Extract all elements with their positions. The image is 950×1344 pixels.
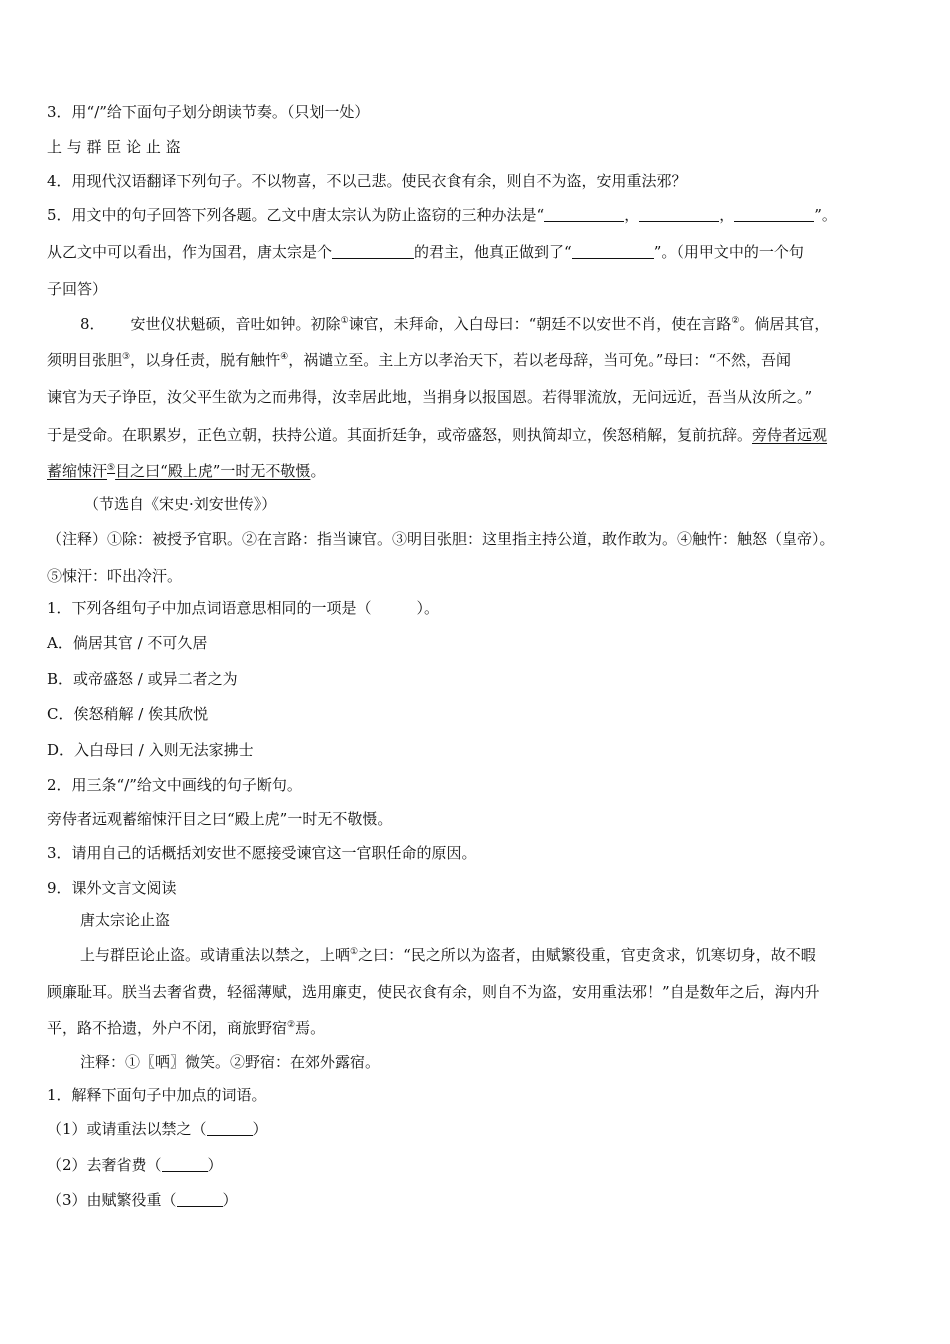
option-a[interactable]: A．倘居其官 / 不可久居	[47, 634, 208, 652]
comma: ，	[719, 206, 735, 224]
footnote-marker: ③	[122, 352, 131, 362]
underlined-sentence: 旁侍者远观	[752, 426, 828, 444]
passage-8-notes: （注释）①除：被授予官职。②在言路：指当谏官。③明目张胆：这里指主持公道，敢作敢为。④触忤：触怒（皇帝）。	[47, 530, 835, 548]
question-5-text: ”。（用甲文中的一个句	[653, 243, 804, 261]
passage-9-line-3: 平，路不拾遗，外户不闭，商旅野宿②焉。	[47, 1019, 326, 1037]
passage-8-line-2: 须明目张胆③，以身任责，脱有触忤④，祸谴立至。主上方以孝治天下，若以老母辞，当可免。”母曰：“不然，吾闻	[47, 351, 792, 369]
passage-8-line-3: 谏官为天子诤臣，汝父平生欲为之而弗得，汝幸居此地，当捐身以报国恩。若得罪流放，无问远近，吾当从汝所之。”	[47, 388, 813, 406]
option-c[interactable]: C．俟怒稍解 / 俟其欣悦	[47, 705, 209, 723]
underlined-sentence: 蓄缩悚汗	[47, 462, 108, 480]
passage-8-notes: ⑤悚汗：吓出冷汗。	[47, 567, 183, 585]
question-5-line-3: 子回答）	[47, 280, 108, 298]
underlined-sentence: 目之曰“殿上虎”一时无不敬慑	[115, 462, 311, 480]
question-5-text: 5．用文中的句子回答下列各题。乙文中唐太宗认为防止盗窃的三种办法是“	[47, 206, 545, 224]
answer-blank[interactable]	[207, 1120, 253, 1136]
passage-9-heading: 9．课外文言文阅读	[47, 879, 177, 897]
question-number: 8．	[80, 315, 105, 333]
question-3-sentence: 上 与 群 臣 论 止 盗	[47, 138, 181, 156]
passage-8-source: （节选自《宋史·刘安世传》）	[84, 495, 277, 513]
passage-9-line-1: 上与群臣论止盗。或请重法以禁之，上哂①之曰：“民之所以为盗者，由赋繁役重，官吏贪求，饥寒切身，故不暇	[80, 946, 816, 964]
question-5-line-2	[47, 242, 804, 262]
option-d[interactable]: D．入白母曰 / 入则无法家拂士	[47, 741, 254, 759]
footnote-marker: ②	[287, 1020, 296, 1030]
footnote-marker: ①	[340, 316, 349, 326]
passage-8-question-2: 2．用三条“/”给文中画线的句子断句。	[47, 776, 302, 794]
passage-8-question-2-sentence: 旁侍者远观蓄缩悚汗目之曰“殿上虎”一时无不敬慑。	[47, 810, 393, 828]
passage-9-line-2: 顾廉耻耳。朕当去奢省费，轻徭薄赋，选用廉吏，使民衣食有余，则自不为盗，安用重法邪！”自是数年之后，海内升	[47, 983, 820, 1001]
answer-blank[interactable]	[572, 243, 654, 259]
quote-end: ”。	[814, 206, 837, 224]
question-4-prompt: 4．用现代汉语翻译下列句子。不以物喜，不以己悲。使民衣食有余，则自不为盗，安用重法邪？	[47, 172, 687, 190]
passage-9-question-1: 1．解释下面句子中加点的词语。	[47, 1086, 267, 1104]
question-5-text: 的君主，他真正做到了“	[414, 243, 572, 261]
passage-9-title: 唐太宗论止盗	[80, 911, 171, 929]
footnote-marker: ④	[280, 352, 289, 362]
answer-blank[interactable]	[332, 243, 414, 259]
footnote-marker: ②	[731, 316, 740, 326]
passage-8-line-4: 于是受命。在职累岁，正色立朝，扶持公道。其面折廷争，或帝盛怒，则执简却立，俟怒稍解，复前抗辞。旁侍者远观	[47, 426, 828, 444]
question-5-text: 从乙文中可以看出，作为国君，唐太宗是个	[47, 243, 333, 261]
passage-9-notes: 注释：①〖哂〗微笑。②野宿：在郊外露宿。	[80, 1053, 381, 1071]
passage-8-question-3: 3．请用自己的话概括刘安世不愿接受谏官这一官职任命的原因。	[47, 844, 477, 862]
answer-blank[interactable]	[544, 206, 624, 222]
answer-blank[interactable]	[162, 1156, 208, 1172]
footnote-marker: ⑤	[107, 463, 116, 473]
passage-9-item-1: （1）或请重法以禁之（ ）	[47, 1120, 268, 1138]
answer-blank[interactable]	[639, 206, 719, 222]
answer-blank[interactable]	[177, 1191, 223, 1207]
passage-9-item-3: （3）由赋繁役重（ ）	[47, 1191, 238, 1209]
passage-8-line-1: 8． 安世仪状魁硕，音吐如钟。初除①谏官，未拜命，入白母曰：“朝廷不以安世不肖，使在言路②。倘居其官，	[80, 315, 830, 333]
comma: ，	[624, 206, 640, 224]
answer-blank[interactable]	[734, 206, 814, 222]
option-b[interactable]: B．或帝盛怒 / 或异二者之为	[47, 670, 238, 688]
question-5-line-1	[47, 205, 837, 225]
footnote-marker: ①	[350, 947, 359, 957]
passage-8-line-5: 蓄缩悚汗⑤目之曰“殿上虎”一时无不敬慑。	[47, 462, 326, 480]
question-3-prompt: 3．用“/”给下面句子划分朗读节奏。（只划一处）	[47, 103, 370, 121]
passage-9-item-2: （2）去奢省费（ ）	[47, 1156, 223, 1174]
passage-8-question-1: 1．下列各组句子中加点词语意思相同的一项是（ ）。	[47, 599, 440, 617]
